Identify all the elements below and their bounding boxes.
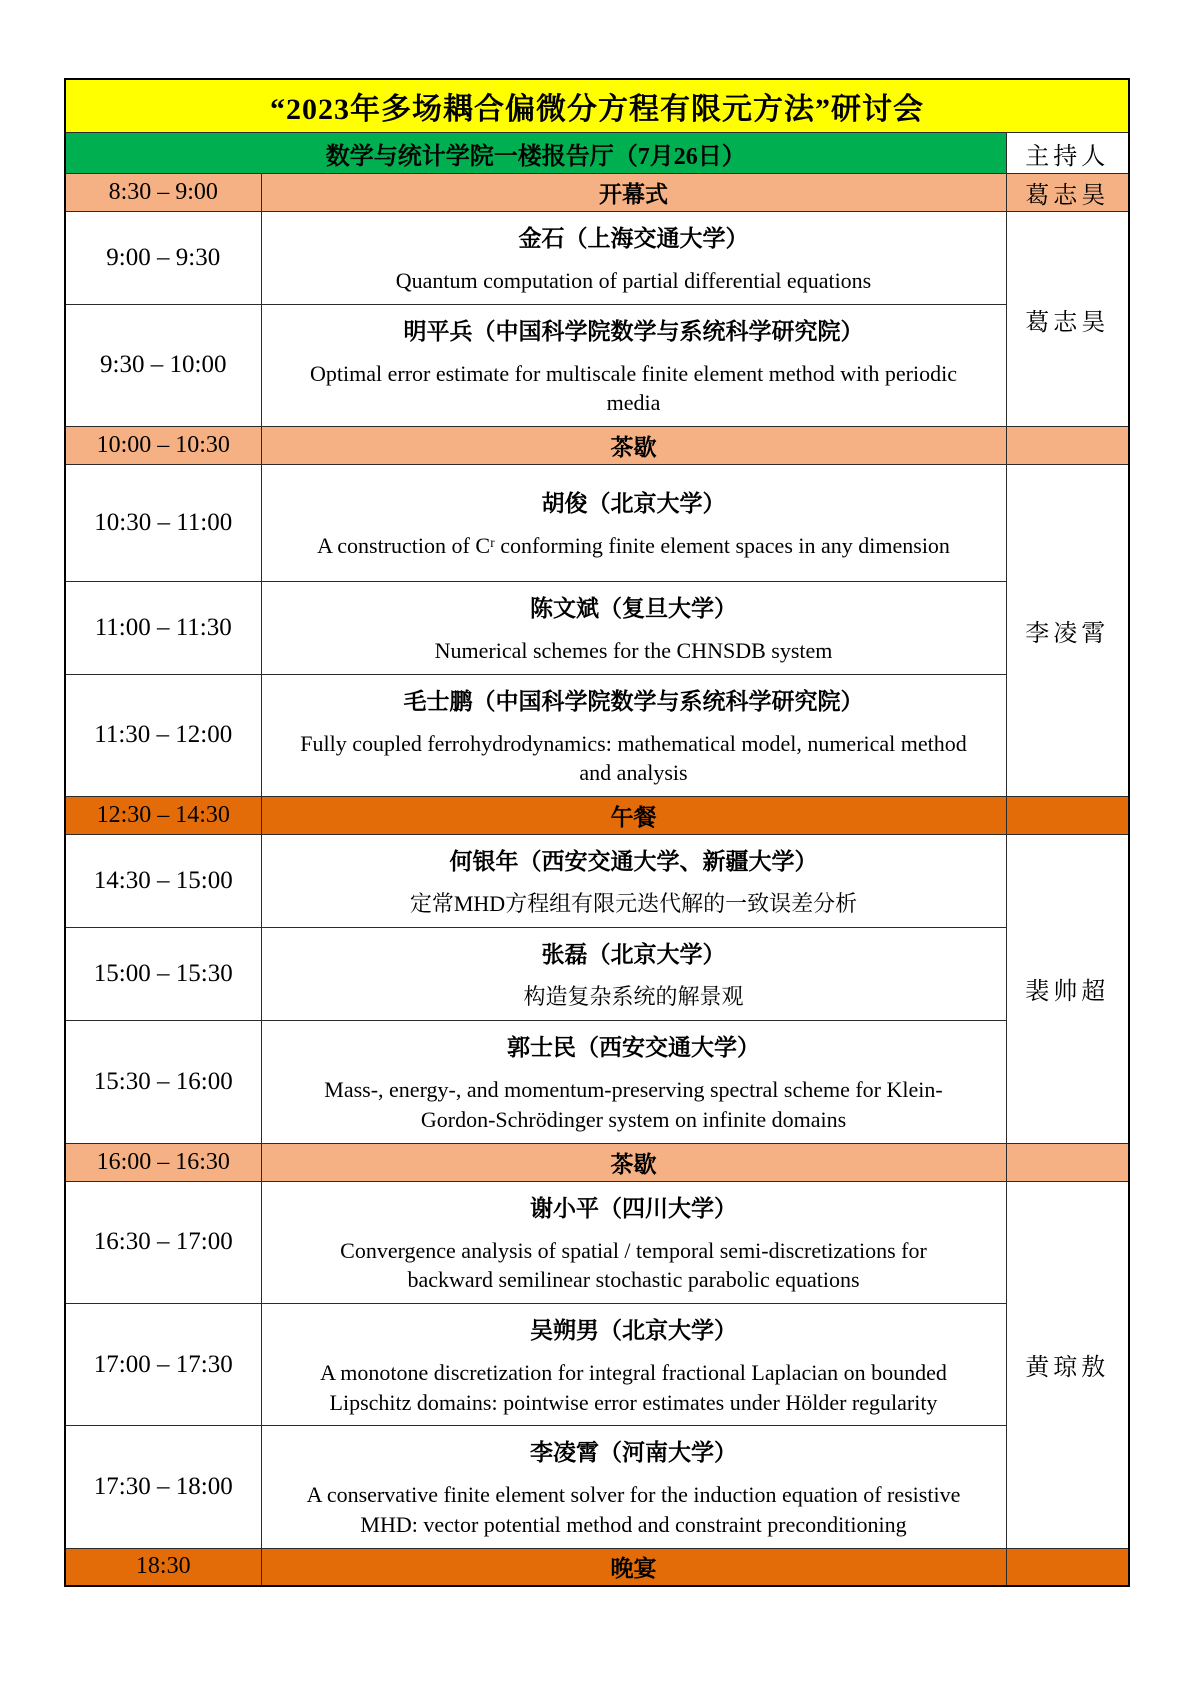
time-cell: 10:00 – 10:30 <box>65 427 261 465</box>
chair-cell: 葛志昊 <box>1006 212 1129 427</box>
break-row <box>65 427 1129 465</box>
time-cell: 11:30 – 12:00 <box>65 674 261 796</box>
talk-content <box>296 590 972 666</box>
session-label: 茶歇 <box>261 427 1006 465</box>
chair-cell-empty <box>1006 1143 1129 1181</box>
speaker-name: 金石（上海交通大学） <box>518 226 749 251</box>
chair-cell: 葛志昊 <box>1006 174 1129 212</box>
talk-row <box>65 1021 1129 1143</box>
time-cell: 17:00 – 17:30 <box>65 1303 261 1425</box>
session-label: 午餐 <box>261 797 1006 835</box>
talk-title: 定常MHD方程组有限元迭代解的一致误差分析 <box>409 891 858 917</box>
venue-row <box>65 133 1129 174</box>
time-cell: 10:30 – 11:00 <box>65 465 261 582</box>
chair-cell: 黄琼敖 <box>1006 1181 1129 1548</box>
talk-row <box>65 304 1129 426</box>
speaker-name: 郭士民（西安交通大学） <box>507 1035 760 1061</box>
talk-cell <box>261 465 1006 582</box>
time-cell: 8:30 – 9:00 <box>65 174 261 212</box>
speaker-name: 陈文斌（复旦大学） <box>530 596 737 622</box>
talk-title: Fully coupled ferrohydrodynamics: mathematical model, numerical method and analysis <box>300 730 967 786</box>
chair-cell-empty <box>1006 797 1129 835</box>
time-cell: 18:30 <box>65 1548 261 1586</box>
talk-title: Mass-, energy-, and momentum-preserving spectral scheme for Klein-Gordon-Schrödinger system on infinite domains <box>324 1077 943 1132</box>
talk-title: A monotone discretization for integral fractional Laplacian on bounded Lipschitz domains: pointwise error estimates under Hölder regularity <box>320 1359 947 1415</box>
talk-content <box>296 843 972 919</box>
speaker-name: 何银年（西安交通大学、新疆大学） <box>449 849 818 875</box>
conference-title: “2023年多场耦合偏微分方程有限元方法”研讨会 <box>65 79 1129 133</box>
speaker-name: 明平兵（中国科学院数学与系统科学研究院） <box>403 318 864 344</box>
talk-title: Quantum computation of partial differential equations <box>395 268 872 293</box>
chair-cell: 裴帅超 <box>1006 835 1129 1143</box>
talk-content <box>296 220 972 296</box>
talk-row <box>65 928 1129 1021</box>
session-label: 晚宴 <box>261 1548 1006 1586</box>
time-cell: 16:00 – 16:30 <box>65 1143 261 1181</box>
chair-cell-empty <box>1006 1548 1129 1586</box>
time-cell: 9:30 – 10:00 <box>65 304 261 426</box>
talk-cell <box>261 304 1006 426</box>
opening-row <box>65 174 1129 212</box>
talk-row <box>65 674 1129 796</box>
talk-cell <box>261 1426 1006 1548</box>
talk-row <box>65 1181 1129 1303</box>
talk-row <box>65 1426 1129 1548</box>
talk-cell <box>261 1021 1006 1143</box>
talk-row <box>65 835 1129 928</box>
talk-content <box>296 485 972 561</box>
time-cell: 9:00 – 9:30 <box>65 212 261 305</box>
speaker-name: 胡俊（北京大学） <box>541 491 726 517</box>
talk-content <box>296 1190 972 1295</box>
talk-row <box>65 582 1129 675</box>
chair-column-header: 主持人 <box>1006 133 1129 174</box>
time-cell: 15:00 – 15:30 <box>65 928 261 1021</box>
speaker-name: 李凌霄（河南大学） <box>530 1440 737 1466</box>
talk-content <box>296 683 972 788</box>
talk-title: Numerical schemes for the CHNSDB system <box>434 638 833 664</box>
talk-content <box>296 1434 972 1539</box>
talk-title: A construction of Cʳ conforming finite element spaces in any dimension <box>317 533 950 559</box>
talk-title: Convergence analysis of spatial / temporal semi-discretizations for backward semilinear stochastic parabolic equations <box>340 1237 927 1293</box>
talk-cell <box>261 835 1006 928</box>
talk-row <box>65 1303 1129 1425</box>
banquet-row <box>65 1548 1129 1586</box>
speaker-name: 谢小平（四川大学） <box>530 1195 737 1221</box>
talk-content <box>296 1029 972 1134</box>
talk-cell <box>261 582 1006 675</box>
talk-title: 构造复杂系统的解景观 <box>523 984 744 1010</box>
time-cell: 14:30 – 15:00 <box>65 835 261 928</box>
talk-cell <box>261 1181 1006 1303</box>
chair-cell-empty <box>1006 427 1129 465</box>
talk-title: Optimal error estimate for multiscale finite element method with periodic media <box>310 360 957 416</box>
session-label: 开幕式 <box>261 174 1006 212</box>
chair-cell: 李凌霄 <box>1006 465 1129 797</box>
time-cell: 16:30 – 17:00 <box>65 1181 261 1303</box>
session-label: 茶歇 <box>261 1143 1006 1181</box>
talk-content <box>296 1312 972 1417</box>
time-cell: 11:00 – 11:30 <box>65 582 261 675</box>
speaker-name: 吴朔男（北京大学） <box>530 1317 737 1343</box>
talk-cell <box>261 1303 1006 1425</box>
talk-content <box>296 313 972 418</box>
talk-cell <box>261 674 1006 796</box>
time-cell: 12:30 – 14:30 <box>65 797 261 835</box>
talk-row <box>65 465 1129 582</box>
time-cell: 17:30 – 18:00 <box>65 1426 261 1548</box>
lunch-row <box>65 797 1129 835</box>
speaker-name: 毛士鹏（中国科学院数学与系统科学研究院） <box>403 688 864 714</box>
talk-cell <box>261 928 1006 1021</box>
talk-content <box>296 936 972 1012</box>
break-row <box>65 1143 1129 1181</box>
speaker-name: 张磊（北京大学） <box>541 942 726 968</box>
venue-header: 数学与统计学院一楼报告厅（7月26日） <box>65 133 1006 174</box>
schedule-table <box>64 78 1130 1587</box>
talk-cell <box>261 212 1006 305</box>
talk-row <box>65 212 1129 305</box>
talk-title: A conservative finite element solver for the induction equation of resistive MHD: vector potential method and constraint preconditioning <box>306 1482 961 1537</box>
time-cell: 15:30 – 16:00 <box>65 1021 261 1143</box>
title-row <box>65 79 1129 133</box>
